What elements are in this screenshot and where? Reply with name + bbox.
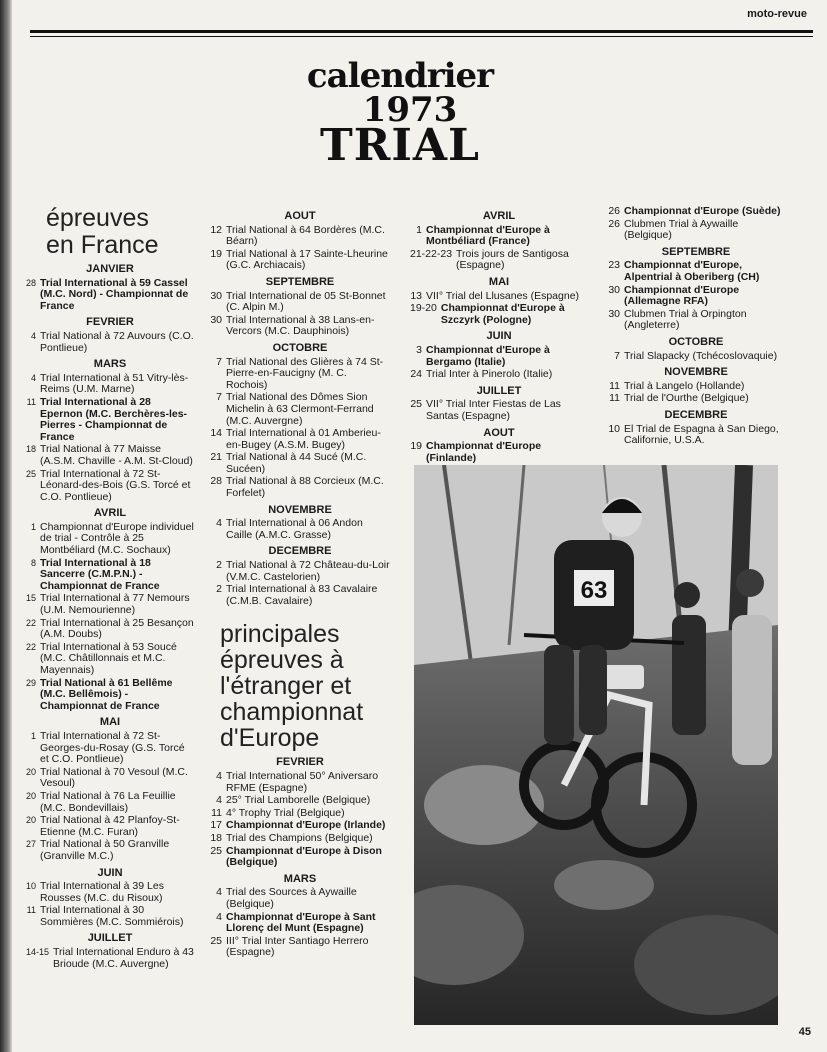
entry-text: Trial National à 77 Maisse (A.S.M. Chaville - A.M. St-Cloud): [40, 443, 193, 467]
calendar-entry: [210, 584, 390, 607]
entry-text: VII° Trial del Llusanes (Espagne): [426, 289, 580, 302]
calendar-entry: [210, 887, 390, 910]
calendar-entry: [26, 791, 194, 814]
month-heading: SEPTEMBRE: [661, 245, 731, 258]
entry-date: 4: [30, 372, 36, 383]
entry-date: 28: [26, 277, 37, 288]
entry-date: 28: [210, 475, 222, 488]
magazine-name: moto-revue: [747, 8, 807, 20]
entry-text: III° Trial Inter Santiago Herrero (Espagne): [226, 934, 369, 959]
calendar-entry: [210, 315, 390, 338]
entry-date: 25: [26, 468, 37, 479]
event-list-france-continued: [210, 211, 390, 607]
calendar-entry: [26, 593, 194, 616]
entry-date: 13: [410, 289, 422, 302]
calendar-entry: [26, 642, 194, 677]
entry-date: 26: [608, 205, 620, 217]
entry-date: 20: [26, 766, 37, 777]
entry-date: 29: [26, 677, 37, 688]
entry-date: 19: [410, 440, 422, 453]
entry-text: Trial National à 72 Auvours (C.O. Pontlieue): [40, 329, 194, 354]
entry-date: 30: [608, 307, 620, 320]
rider-photo-illustration: [414, 465, 778, 1025]
calendar-entry: [26, 373, 194, 396]
entry-date: 30: [210, 289, 222, 302]
entry-date: 12: [210, 223, 222, 236]
month-heading: FEVRIER: [86, 316, 134, 329]
entry-text: Trial International à 25 Besançon (A.M. Doubs): [40, 616, 194, 641]
column-france-continued: [210, 206, 390, 960]
entry-text: Trial International à 39 Les Rousses (M.C. du Risoux): [40, 880, 164, 904]
entry-date: 7: [216, 391, 222, 404]
calendar-entry: [210, 846, 390, 869]
entry-date: 1: [416, 223, 422, 236]
calendar-entry: [608, 393, 784, 405]
calendar-entry: [26, 397, 194, 443]
event-list-france: [26, 264, 194, 970]
entry-text: Trial International à 59 Cassel (M.C. Nord) - Championnat de France: [40, 276, 189, 312]
month-heading: JUILLET: [87, 932, 133, 945]
entry-text: Trial National des Dômes Sion Michelin à 63 Clermont-Ferrand (M.C. Auvergne): [226, 391, 374, 427]
entry-text: Trial à Langelo (Hollande): [624, 379, 745, 392]
entry-text: Trial International à 28 Epernon (M.C. Berchères-les-Pierres - Championnat de France: [40, 395, 188, 443]
calendar-entry: [608, 381, 784, 393]
entry-text: Trial International Enduro à 43 Brioude (M.C. Auvergne): [53, 946, 194, 970]
entry-text: Championnat d'Europe (Suède): [624, 205, 781, 217]
entry-text: Trial National à 70 Vesoul (M.C. Vesoul): [40, 765, 188, 790]
month-heading: MAI: [488, 275, 510, 288]
month-heading: AOUT: [284, 210, 316, 222]
calendar-entry: [608, 285, 784, 308]
month-heading: MARS: [283, 872, 317, 885]
entry-date: 24: [410, 368, 422, 381]
calendar-entry: [210, 808, 390, 820]
calendar-entry: [210, 912, 390, 935]
entry-date: 25: [410, 398, 422, 411]
month-heading: JUILLET: [476, 384, 522, 397]
entry-date: 4: [216, 794, 222, 807]
event-list-international-continued: [410, 211, 588, 464]
entry-text: Trois jours de Santigosa (Espagne): [456, 247, 569, 272]
entry-date: 4: [216, 910, 222, 923]
month-heading: AVRIL: [482, 210, 516, 222]
entry-text: Trial National à 72 Château-du-Loir (V.M.C. Castelorien): [226, 559, 390, 583]
entry-date: 20: [26, 790, 37, 801]
calendar-entry: [26, 947, 194, 970]
month-heading: SEPTEMBRE: [265, 275, 335, 288]
entry-text: Championnat d'Europe (Irlande): [226, 819, 386, 832]
entry-text: Trial National à 88 Corcieux (M.C. Forfelet): [226, 475, 384, 500]
entry-date: 17: [210, 819, 222, 832]
calendar-entry: [210, 291, 390, 314]
entry-date: 11: [609, 379, 620, 392]
entry-date: 27: [26, 839, 37, 850]
month-heading: JUIN: [486, 330, 512, 343]
entry-text: 4° Trophy Trial (Belgique): [226, 806, 345, 819]
entry-date: 11: [609, 392, 620, 405]
month-heading: FEVRIER: [276, 756, 324, 769]
entry-date: 14-15: [26, 947, 50, 958]
calendar-entry: [210, 518, 390, 541]
calendar-entry: [410, 441, 588, 464]
section-title-international: principales épreuves à l'étranger et championnat d'Europe: [220, 620, 364, 753]
entry-text: Championnat d'Europe à Bergamo (Italie): [426, 343, 550, 368]
column-international-end: [608, 206, 784, 448]
entry-text: Trial International à 77 Nemours (U.M. Nemourienne): [40, 592, 190, 617]
entry-text: Trial Slapacky (Tchécoslovaquie): [624, 349, 778, 362]
entry-date: 10: [608, 422, 620, 435]
entry-date: 11: [26, 396, 36, 407]
page-title: [300, 56, 500, 171]
month-heading: MAI: [99, 716, 121, 729]
calendar-entry: [410, 225, 588, 248]
entry-date: 11: [211, 806, 222, 819]
calendar-entry: [26, 881, 194, 904]
entry-date: 7: [614, 349, 620, 362]
entry-text: 25° Trial Lamborelle (Belgique): [226, 794, 371, 807]
calendar-entry: [410, 291, 588, 303]
calendar-entry: [26, 767, 194, 790]
race-number: 63: [580, 577, 608, 604]
calendar-entry: [608, 351, 784, 363]
calendar-entry: [210, 476, 390, 499]
entry-date: 1: [30, 730, 36, 741]
entry-text: Trial International à 30 Sommières (M.C. Sommiérois): [40, 904, 184, 928]
month-heading: MARS: [93, 358, 127, 371]
calendar-entry: [410, 345, 588, 368]
title-line-3: TRIAL: [320, 120, 480, 171]
header-rule: [30, 30, 813, 33]
entry-date: 14: [210, 427, 222, 440]
calendar-entry: [26, 618, 194, 641]
calendar-entry: [608, 424, 784, 447]
calendar-entry: [210, 560, 390, 583]
entry-text: Trial National à 76 La Feuillie (M.C. Bondevillais): [40, 789, 176, 814]
calendar-entry: [410, 399, 588, 422]
entry-date: 18: [26, 444, 37, 455]
calendar-entry: [410, 369, 588, 381]
title-line-2: 1973: [362, 90, 458, 130]
entry-text: Trial National des Glières à 74 St-Pierre-en-Faucigny (M. C. Rochois): [226, 355, 384, 391]
entry-date: 30: [608, 283, 620, 296]
entry-date: 4: [216, 517, 222, 530]
entry-text: Trial Inter à Pinerolo (Italie): [426, 368, 553, 381]
entry-date: 4: [30, 330, 36, 341]
entry-text: Trial National à 64 Bordères (M.C. Béarn): [226, 223, 385, 248]
entry-date: 30: [210, 313, 222, 326]
entry-text: Trial International à 72 St-Léonard-des-Bois (G.S. Torcé et C.O. Pontlieue): [40, 467, 191, 503]
month-heading: NOVEMBRE: [664, 366, 728, 379]
entry-date: 1: [30, 521, 36, 532]
entry-text: Championnat d'Europe (Finlande): [426, 440, 542, 464]
entry-text: Trial International à 06 Andon Caille (A.M.C. Grasse): [226, 517, 363, 541]
entry-date: 19-20: [410, 302, 437, 315]
entry-text: Championnat d'Europe individuel de trial - Contrôle à 25 Montbéliard (M.C. Sochaux): [40, 520, 194, 557]
entry-date: 22: [26, 641, 37, 652]
calendar-entry: [26, 331, 194, 354]
calendar-entry: [210, 771, 390, 794]
calendar-entry: [26, 839, 194, 862]
month-heading: OCTOBRE: [668, 335, 724, 348]
calendar-entry: [210, 225, 390, 248]
entry-date: 19: [210, 247, 222, 260]
month-heading: NOVEMBRE: [268, 503, 332, 516]
entry-date: 2: [216, 583, 222, 596]
entry-date: 4: [216, 886, 222, 899]
calendar-entry: [26, 678, 194, 713]
entry-date: 2: [216, 559, 222, 572]
entry-text: Championnat d'Europe à Montbéliard (France): [426, 223, 550, 248]
entry-text: Trial National à 61 Bellême (M.C. Bellêmois) - Championnat de France: [40, 676, 173, 712]
calendar-entry: [608, 219, 784, 242]
calendar-entry: [410, 249, 588, 272]
calendar-entry: [608, 206, 784, 218]
calendar-entry: [410, 303, 588, 326]
calendar-entry: [26, 815, 194, 838]
entry-date: 22: [26, 617, 37, 628]
calendar-entry: [210, 833, 390, 845]
calendar-entry: [210, 820, 390, 832]
entry-text: Championnat d'Europe à Szczyrk (Pologne): [440, 302, 565, 326]
entry-date: 23: [608, 259, 620, 272]
entry-text: Championnat d'Europe à Dison (Belgique): [226, 844, 382, 869]
entry-text: Trial des Sources à Aywaille (Belgique): [226, 886, 357, 910]
title-line-1: calendrier: [306, 56, 494, 96]
month-heading: AOUT: [483, 426, 515, 439]
calendar-entry: [608, 309, 784, 332]
month-heading: JUIN: [97, 866, 123, 879]
calendar-entry: [26, 731, 194, 766]
event-list-international: [210, 757, 390, 959]
entry-date: 15: [26, 593, 37, 604]
calendar-entry: [210, 357, 390, 392]
entry-text: Trial National à 50 Granville (Granville M.C.): [40, 838, 170, 862]
entry-date: 26: [608, 217, 620, 230]
entry-text: Clubmen Trial à Aywaille (Belgique): [624, 217, 739, 242]
entry-text: Trial des Champions (Belgique): [226, 831, 373, 844]
column-france: [26, 205, 194, 971]
entry-text: Trial International à 83 Cavalaire (C.M.B. Cavalaire): [226, 583, 378, 607]
entry-text: Trial National à 42 Planfoy-St-Etienne (M.C. Furan): [40, 814, 180, 838]
calendar-entry: [210, 452, 390, 475]
entry-text: Trial International à 18 Sancerre (C.M.P.N.) - Championnat de France: [40, 556, 160, 592]
calendar-entry: [210, 249, 390, 272]
entry-text: Trial International à 01 Amberieu-en-Bugey (A.S.M. Bugey): [226, 427, 381, 451]
entry-date: 4: [216, 770, 222, 782]
entry-text: El Trial de Espagna à San Diego, Californie, U.S.A.: [624, 422, 779, 447]
calendar-entry: [210, 392, 390, 427]
calendar-entry: [26, 469, 194, 504]
month-heading: DECEMBRE: [664, 408, 728, 421]
entry-text: Championnat d'Europe (Allemagne RFA): [624, 283, 740, 308]
month-heading: AVRIL: [93, 507, 127, 520]
entry-date: 10: [26, 881, 37, 892]
entry-date: 25: [210, 844, 222, 857]
entry-date: 7: [216, 355, 222, 368]
event-list-international-end: [608, 206, 784, 447]
entry-text: Trial International de 05 St-Bonnet (C. Alpin M.): [226, 289, 386, 314]
entry-text: Trial National à 17 Sainte-Lheurine (G.C. Archiacais): [226, 247, 388, 272]
calendar-entry: [26, 905, 194, 928]
entry-text: Trial de l'Ourthe (Belgique): [624, 392, 749, 405]
entry-date: 20: [26, 815, 37, 826]
entry-date: 18: [210, 831, 222, 844]
calendar-entry: [26, 444, 194, 467]
calendar-entry: [26, 558, 194, 593]
calendar-entry: [210, 428, 390, 451]
entry-text: Trial National à 44 Sucé (M.C. Sucéen): [226, 451, 367, 475]
entry-date: 21-22-23: [410, 247, 453, 260]
calendar-entry: [210, 936, 390, 959]
page-number: 45: [798, 1026, 811, 1038]
entry-text: Trial International à 51 Vitry-lès-Reims (U.M. Marne): [40, 371, 189, 396]
calendar-entry: [26, 278, 194, 313]
calendar-entry: [210, 795, 390, 807]
column-international-continued: [410, 206, 588, 465]
entry-date: 3: [416, 343, 422, 356]
section-title-france: épreuves en France: [46, 204, 159, 259]
entry-text: Trial International à 53 Soucé (M.C. Châtillonnais et M.C. Mayennais): [40, 640, 177, 676]
entry-date: 25: [210, 934, 222, 947]
entry-date: 11: [26, 905, 36, 916]
entry-text: Championnat d'Europe à Sant Llorenç del Munt (Espagne): [226, 910, 376, 935]
calendar-entry: [608, 260, 784, 283]
page-spine: [0, 0, 12, 1052]
entry-text: VII° Trial Inter Fiestas de Las Santas (Espagne): [426, 398, 561, 422]
month-heading: OCTOBRE: [272, 341, 328, 354]
entry-text: Trial International à 38 Lans-en-Vercors (M.C. Dauphinois): [226, 313, 375, 338]
header-rule-thin: [30, 36, 813, 37]
trial-rider-photo: [414, 465, 778, 1025]
entry-text: Championnat d'Europe, Alpentrial à Oberiberg (CH): [624, 259, 760, 283]
entry-text: Clubmen Trial à Orpington (Angleterre): [624, 307, 747, 332]
month-heading: JANVIER: [86, 263, 134, 275]
entry-text: Trial International 50° Aniversaro RFME (Espagne): [226, 770, 379, 794]
calendar-entry: [26, 522, 194, 557]
entry-text: Trial International à 72 St-Georges-du-Rosay (G.S. Torcé et C.O. Pontlieue): [40, 729, 185, 766]
month-heading: DECEMBRE: [268, 545, 332, 558]
entry-date: 21: [210, 451, 222, 464]
entry-date: 8: [30, 557, 36, 568]
